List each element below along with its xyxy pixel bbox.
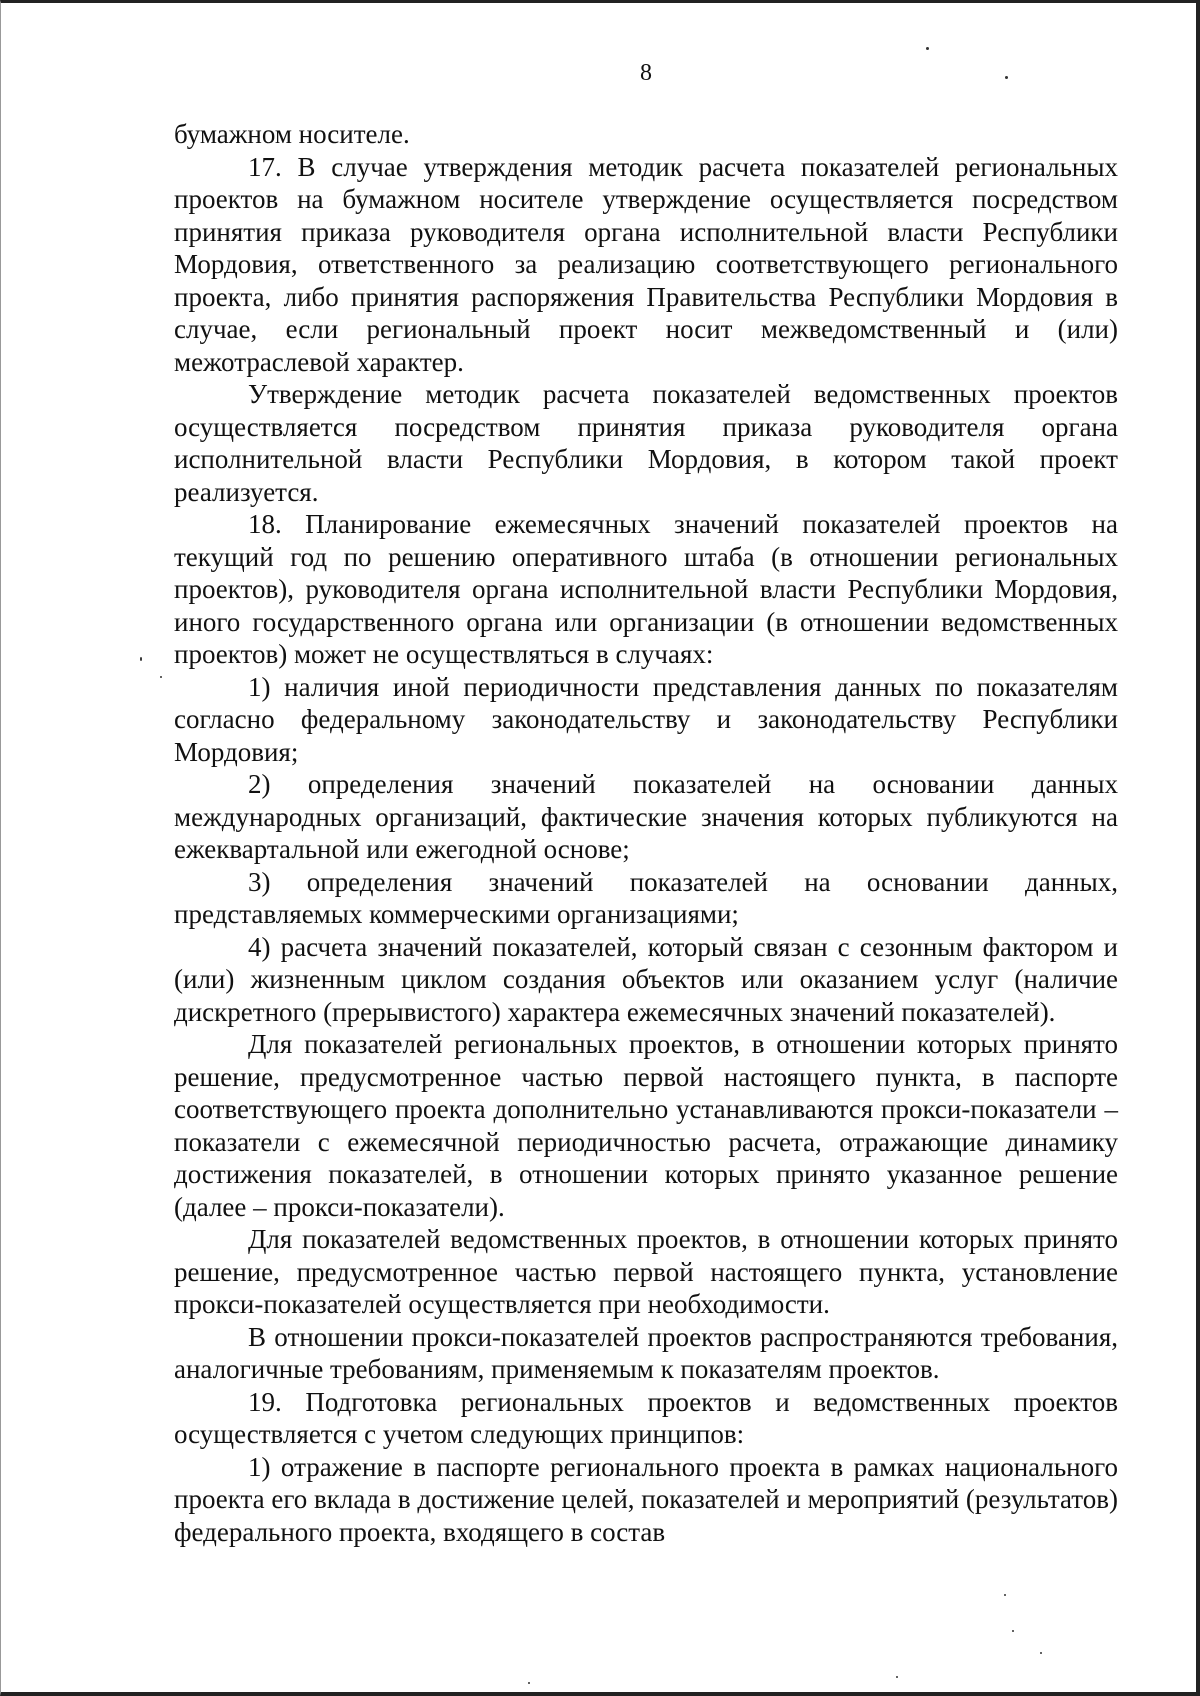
- paragraph: 19. Подготовка региональных проектов и ведомственных проектов осуществляется с учетом следующих принципов:: [174, 1386, 1118, 1449]
- page-number: 8: [640, 60, 652, 86]
- paragraph: 18. Планирование ежемесячных значений показателей проектов на текущий год по решению оперативного штаба (в отношении региональных проектов), руководителя органа исполнительной власти Республики Мордовия, иного государственного органа или организации (в отношении ведомственных проектов) может не осуществляться в случаях:: [174, 509, 1118, 669]
- paragraph: Для показателей региональных проектов, в отношении которых принято решение, предусмотренное частью первой настоящего пункта, в паспорте соответствующего проекта дополнительно устанавливаются прокси-показатели – показатели с ежемесячной периодичностью расчета, отражающие динамику достижения показателей, в отношении которых принято указанное решение (далее – прокси-показатели).: [174, 1029, 1118, 1222]
- list-item: 1) отражение в паспорте регионального проекта в рамках национального проекта его вклада в достижение целей, показателей и мероприятий (результатов) федерального проекта, входящего в состав: [174, 1451, 1118, 1547]
- scan-speck: [140, 657, 142, 661]
- scan-speck: [1012, 1630, 1014, 1632]
- list-item: 3) определения значений показателей на основании данных, представляемых коммерческими организациями;: [174, 866, 1118, 929]
- scan-speck: [896, 1676, 898, 1678]
- list-item: 4) расчета значений показателей, который связан с сезонным фактором и (или) жизненным циклом создания объектов или оказанием услуг (наличие дискретного (прерывистого) характера ежемесячных значений показателей).: [174, 931, 1118, 1027]
- paragraph: Утверждение методик расчета показателей ведомственных проектов осуществляется посредством принятия приказа руководителя органа исполнительной власти Республики Мордовия, в котором такой проект реализуется.: [174, 379, 1118, 507]
- scan-speck: [1005, 76, 1008, 79]
- list-item: 2) определения значений показателей на основании данных международных организаций, фактические значения которых публикуются на ежеквартальной или ежегодной основе;: [174, 769, 1118, 864]
- list-item: 1) наличия иной периодичности представления данных по показателям согласно федеральному законодательству и законодательству Республики Мордовия;: [174, 671, 1118, 767]
- scan-speck: [1040, 1652, 1042, 1654]
- scan-speck: [1004, 1594, 1006, 1596]
- paragraph: В отношении прокси-показателей проектов распространяются требования, аналогичные требованиям, применяемым к показателям проектов.: [174, 1321, 1118, 1384]
- paragraph: бумажном носителе.: [174, 119, 410, 149]
- document-body: [174, 118, 1118, 1548]
- scan-speck: [926, 47, 929, 50]
- scan-speck: [528, 1682, 530, 1684]
- scan-speck: [160, 676, 162, 678]
- paragraph: Для показателей ведомственных проектов, в отношении которых принято решение, предусмотренное частью первой настоящего пункта, установление прокси-показателей осуществляется при необходимости.: [174, 1224, 1118, 1319]
- paragraph: 17. В случае утверждения методик расчета показателей региональных проектов на бумажном носителе утверждение осуществляется посредством принятия приказа руководителя органа исполнительной власти Республики Мордовия, ответственного за реализацию соответствующего регионального проекта, либо принятия распоряжения Правительства Республики Мордовия в случае, если региональный проект носит межведомственный и (или) межотраслевой характер.: [174, 151, 1118, 377]
